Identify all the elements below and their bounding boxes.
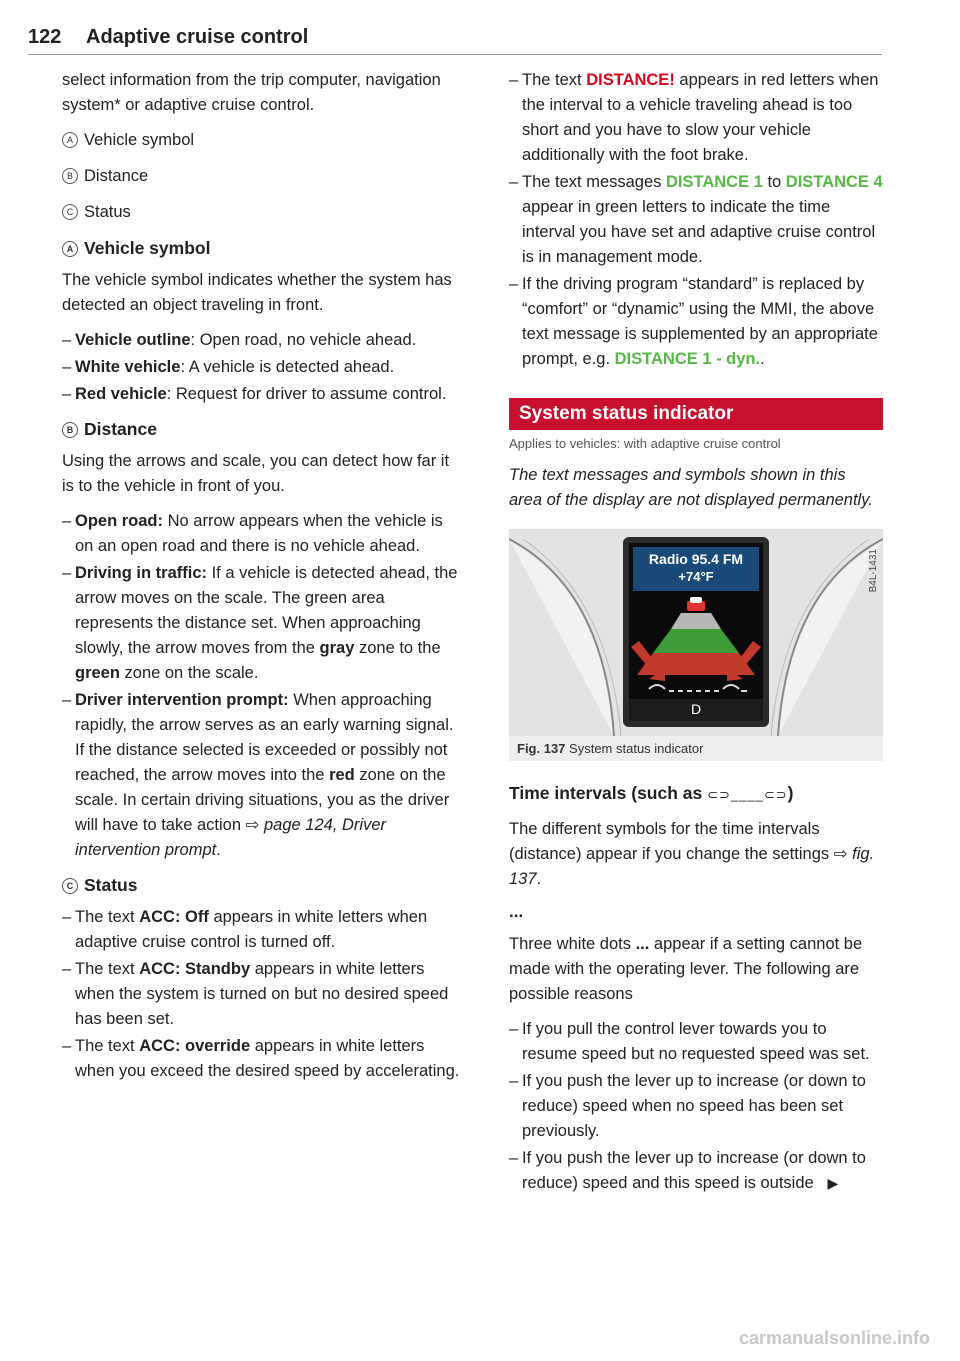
- time-interval-icon: ⊂⊃____⊂⊃: [707, 787, 788, 802]
- list-item: – The text DISTANCE! appears in red letters when the interval to a vehicle traveling ahead is too short and you have to slow your vehicle additionally with the foot brake.: [509, 68, 883, 168]
- legend-item-a: A Vehicle symbol: [62, 128, 464, 153]
- list-item: – The text messages DISTANCE 1 to DISTANCE 4 appear in green letters to indicate the time interval you have set and adaptive cruise control is in management mode.: [509, 170, 883, 270]
- intro-text: select information from the trip computer, navigation system* or adaptive cruise control.: [62, 71, 441, 114]
- list-item: – The text ACC: Standby appears in white letters when the system is turned on but no desired speed has been set.: [62, 957, 464, 1032]
- left-column: [62, 68, 464, 1094]
- reasons-list: [509, 1017, 883, 1196]
- list-item: – Red vehicle: Request for driver to assume control.: [62, 382, 464, 407]
- heading-three-dots: ...: [509, 902, 524, 921]
- list-item: – If you push the lever up to increase (or down to reduce) speed when no speed has been set previously.: [509, 1069, 883, 1144]
- figure-code: B4L-1431: [868, 549, 879, 593]
- heading-time-intervals: Time intervals (such as ⊂⊃____⊂⊃): [509, 781, 883, 807]
- radio-station: Radio 95.4 FM: [648, 551, 744, 567]
- list-item: – Driving in traffic: If a vehicle is detected ahead, the arrow moves on the scale. The green area represents the distance set. When approaching slowly, the arrow moves from the gray zone to the green zone on the scale.: [62, 561, 464, 686]
- distance-text: Using the arrows and scale, you can detect how far it is to the vehicle in front of you.: [62, 452, 450, 495]
- list-item: – If you push the lever up to increase (or down to reduce) speed and this speed is outside ▶: [509, 1146, 883, 1196]
- marker-a-icon: A: [62, 132, 78, 148]
- marker-a-icon: A: [62, 241, 78, 257]
- list-item: – If the driving program “standard” is replaced by “comfort” or “dynamic” using the MMI, the above text message is supplemented by an appropriate prompt, e.g. DISTANCE 1 - dyn..: [509, 272, 883, 372]
- list-item: – Driver intervention prompt: When approaching rapidly, the arrow serves as an early warning signal. If the distance selected is exceeded or possibly not reached, the arrow moves into the red zone on the scale. In certain driving situations, you as the driver will have to take action ⇨ page 124, Driver intervention prompt.: [62, 688, 464, 863]
- legend-item-b: B Distance: [62, 164, 464, 189]
- list-item: – White vehicle: A vehicle is detected ahead.: [62, 355, 464, 380]
- legend-item-c: C Status: [62, 200, 464, 225]
- marker-b-icon: B: [62, 422, 78, 438]
- three-dots-text: Three white dots ... appear if a setting cannot be made with the operating lever. The following are possible reasons: [509, 935, 863, 1003]
- outside-temperature: +74°F: [678, 569, 714, 584]
- marker-c-icon: C: [62, 878, 78, 894]
- page-number: 122: [28, 26, 62, 48]
- vehicle-symbol-list: [62, 328, 464, 407]
- watermark: carmanualsonline.info: [738, 1328, 930, 1348]
- figure-system-status: [509, 529, 883, 736]
- marker-c-icon: C: [62, 204, 78, 220]
- status-list-continued: [509, 68, 883, 372]
- list-item: – The text ACC: Off appears in white letters when adaptive cruise control is turned off.: [62, 905, 464, 955]
- heading-status: C Status: [62, 873, 464, 897]
- distance-list: [62, 509, 464, 863]
- time-intervals-text: The different symbols for the time intervals (distance) appear if you change the settings ⇨ fig. 137.: [509, 820, 875, 888]
- list-item: – Open road: No arrow appears when the vehicle is on an open road and there is no vehicle ahead.: [62, 509, 464, 559]
- figure-caption: Fig. 137 System status indicator: [509, 736, 883, 761]
- status-list: [62, 905, 464, 1084]
- page-header: [28, 24, 882, 55]
- gear-indicator: D: [690, 701, 702, 717]
- heading-vehicle-symbol: A Vehicle symbol: [62, 236, 464, 260]
- section-banner: System status indicator: [509, 398, 883, 430]
- marker-b-icon: B: [62, 168, 78, 184]
- continue-arrow-icon: ▶: [827, 1175, 839, 1191]
- list-item: – The text ACC: override appears in white letters when you exceed the desired speed by accelerating.: [62, 1034, 464, 1084]
- chapter-title: Adaptive cruise control: [86, 26, 309, 48]
- figure-reference-link[interactable]: ⇨ fig. 137: [509, 845, 875, 888]
- section-intro: The text messages and symbols shown in this area of the display are not displayed permanently.: [509, 466, 873, 509]
- heading-distance: B Distance: [62, 417, 464, 441]
- list-item: – Vehicle outline: Open road, no vehicle ahead.: [62, 328, 464, 353]
- vehicle-symbol-text: The vehicle symbol indicates whether the system has detected an object traveling in front.: [62, 271, 452, 314]
- applies-to-note: Applies to vehicles: with adaptive cruise control: [509, 436, 781, 451]
- right-column: [509, 68, 883, 1206]
- list-item: – If you pull the control lever towards you to resume speed but no requested speed was set.: [509, 1017, 883, 1067]
- page-reference-link[interactable]: ⇨ page 124, Driver intervention prompt: [75, 816, 386, 859]
